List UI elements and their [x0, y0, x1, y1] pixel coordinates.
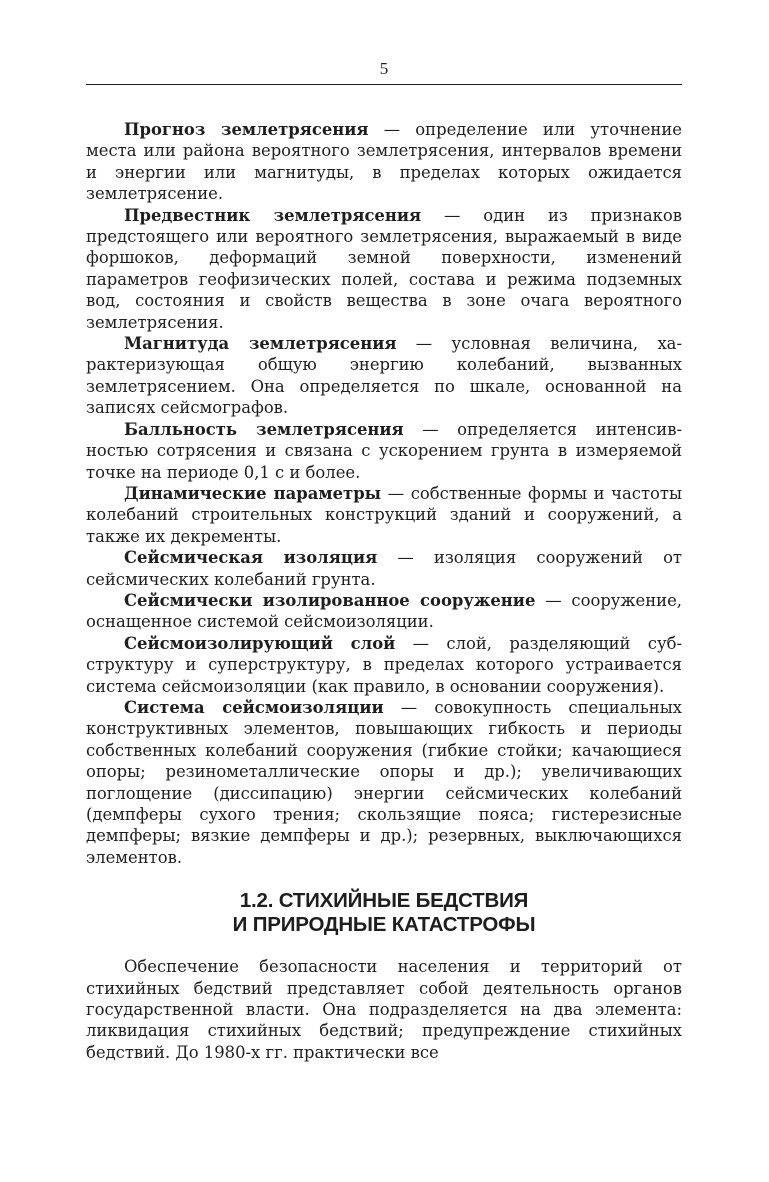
page-number: 5: [379, 59, 389, 78]
definition-paragraph: [86, 119, 682, 205]
definition-paragraph: [86, 483, 682, 547]
section-paragraph: Обеспечение безопасности населения и территорий от стихийных бедствий представляет собой деятельность органов государственной власти. Она подразделяется на два элемента: ликвидация стихийных бедствий; предупреждение стихийных бедствий. До 1980-х гг. практически все: [86, 957, 682, 1062]
definition-text: — один из признаков предстоящего или вероятного землетрясения, выражаемый в виде форшоков, деформаций земной поверхности, изменений параметров геофизических полей, состава и режима подземных вод, состояния и свойств вещества в зоне очага вероятного землетрясения.: [86, 205, 682, 332]
definition-text: — сооружение, оснащенное системой сейсмоизоляции.: [86, 590, 682, 632]
definition-term: Сейсмоизолирующий слой: [124, 633, 396, 653]
definition-text: — совокупность специальных конструктивных элементов, повышающих гибкость и периоды собственных колебаний сооружения (гибкие стойки; качающиеся опоры; резинометаллические опоры и др.); увеличивающих поглощение (диссипацию) энергии сейсмических колебаний (демпферы сухого трения; скользящие пояса; гистерезисные демпферы; вязкие демпферы и др.); резервных, выключающихся элементов.: [86, 697, 683, 867]
definition-text: — изоляция сооружений от сейсмических колебаний грунта.: [86, 548, 683, 589]
definition-term: Сейсмическая изоляция: [124, 548, 378, 568]
page-body: [86, 119, 682, 1063]
header-rule: [86, 84, 682, 85]
definition-term: Магнитуда землетрясения: [124, 334, 397, 354]
definition-term: Прогноз землетрясения: [124, 120, 369, 139]
definition-text: — слой, разделяющий субструктуру и суперструктуру, в пределах которого устраивается система сейсмоизоляции (как правило, в основании сооружения).: [86, 633, 683, 696]
section-heading-line-2: И ПРИРОДНЫЕ КАТАСТРОФЫ: [232, 913, 536, 937]
definition-text: — условная величина, характеризующая общую энергию колебаний, вызванных землетрясением. Она определяется по шкале, основанной на записях сейсмографов.: [86, 334, 683, 418]
definition-text: — определяется интенсивностью сотрясения и связана с ускорением грунта в измеряемой точке на периоде 0,1 с и более.: [86, 419, 682, 482]
definition-text: — определение или уточнение места или района вероятного землетрясения, интервалов времени и энергии или магнитуды, в пределах которых ожидается землетрясение.: [86, 120, 682, 204]
definition-text: — собственные формы и частоты колебаний строительных конструкций зданий и сооружений, а также их декременты.: [86, 483, 682, 546]
definition-term: Предвестник землетрясения: [124, 205, 422, 225]
definition-paragraph: [86, 590, 682, 633]
definition-paragraph: [86, 547, 682, 590]
definition-paragraph: [86, 419, 682, 483]
definition-term: Система сейсмоизоляции: [124, 697, 384, 717]
definition-term: Сейсмически изолированное сооружение: [124, 590, 536, 610]
definition-paragraph: [86, 697, 682, 868]
definition-paragraph: [86, 333, 682, 419]
definition-paragraph: [86, 205, 682, 333]
definition-term: Балльность землетрясения: [124, 419, 404, 439]
section-heading: [86, 889, 682, 937]
definition-paragraph: [86, 633, 682, 697]
definition-term: Динамические параметры: [124, 483, 382, 503]
section-heading-line-1: 1.2. СТИХИЙНЫЕ БЕДСТВИЯ: [239, 889, 529, 913]
